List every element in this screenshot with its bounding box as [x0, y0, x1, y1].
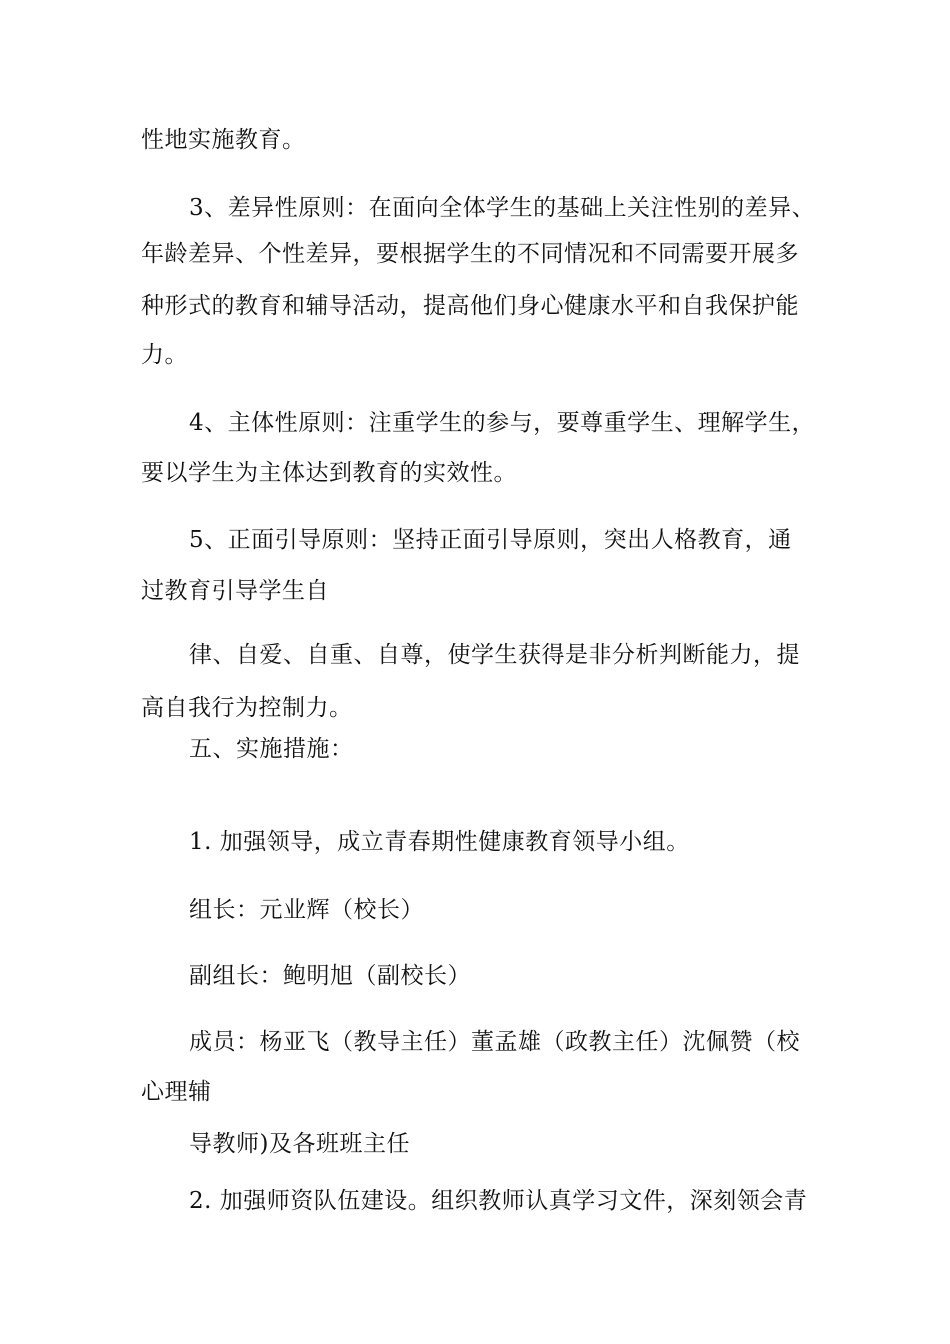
paragraph-5-continued-line: 高自我行为控制力。 [141, 695, 353, 721]
paragraph-3-line: 年龄差异、个性差异，要根据学生的不同情况和不同需要开展多 [141, 241, 799, 267]
paragraph-3-line: 3、差异性原则：在面向全体学生的基础上关注性别的差异、 [189, 195, 816, 221]
measure-1-line: 1. 加强领导，成立青春期性健康教育领导小组。 [189, 829, 690, 855]
section-heading-5: 五、实施措施： [189, 736, 354, 762]
paragraph-4-line: 要以学生为主体达到教育的实效性。 [141, 460, 517, 486]
paragraph-5-line: 5、正面引导原则：坚持正面引导原则，突出人格教育，通 [189, 527, 792, 553]
members-line: 心理辅 [141, 1079, 212, 1105]
paragraph-4-line: 4、主体性原则：注重学生的参与，要尊重学生、理解学生， [189, 410, 816, 436]
members-continued-line: 导教师)及各班班主任 [189, 1131, 410, 1157]
text-line: 性地实施教育。 [141, 127, 306, 153]
paragraph-3-line: 种形式的教育和辅导活动，提高他们身心健康水平和自我保护能 [141, 293, 799, 319]
paragraph-5-line: 过教育引导学生自 [141, 578, 329, 604]
deputy-leader-line: 副组长：鲍明旭（副校长） [189, 963, 471, 989]
measure-2-line: 2. 加强师资队伍建设。组织教师认真学习文件，深刻领会青 [189, 1188, 808, 1214]
paragraph-5-continued-line: 律、自爱、自重、自尊，使学生获得是非分析判断能力，提 [189, 642, 800, 668]
group-leader-line: 组长：元业辉（校长） [189, 897, 424, 923]
paragraph-3-line: 力。 [141, 342, 188, 368]
members-line: 成员：杨亚飞（教导主任）董孟雄（政教主任）沈佩赞（校 [189, 1029, 800, 1055]
